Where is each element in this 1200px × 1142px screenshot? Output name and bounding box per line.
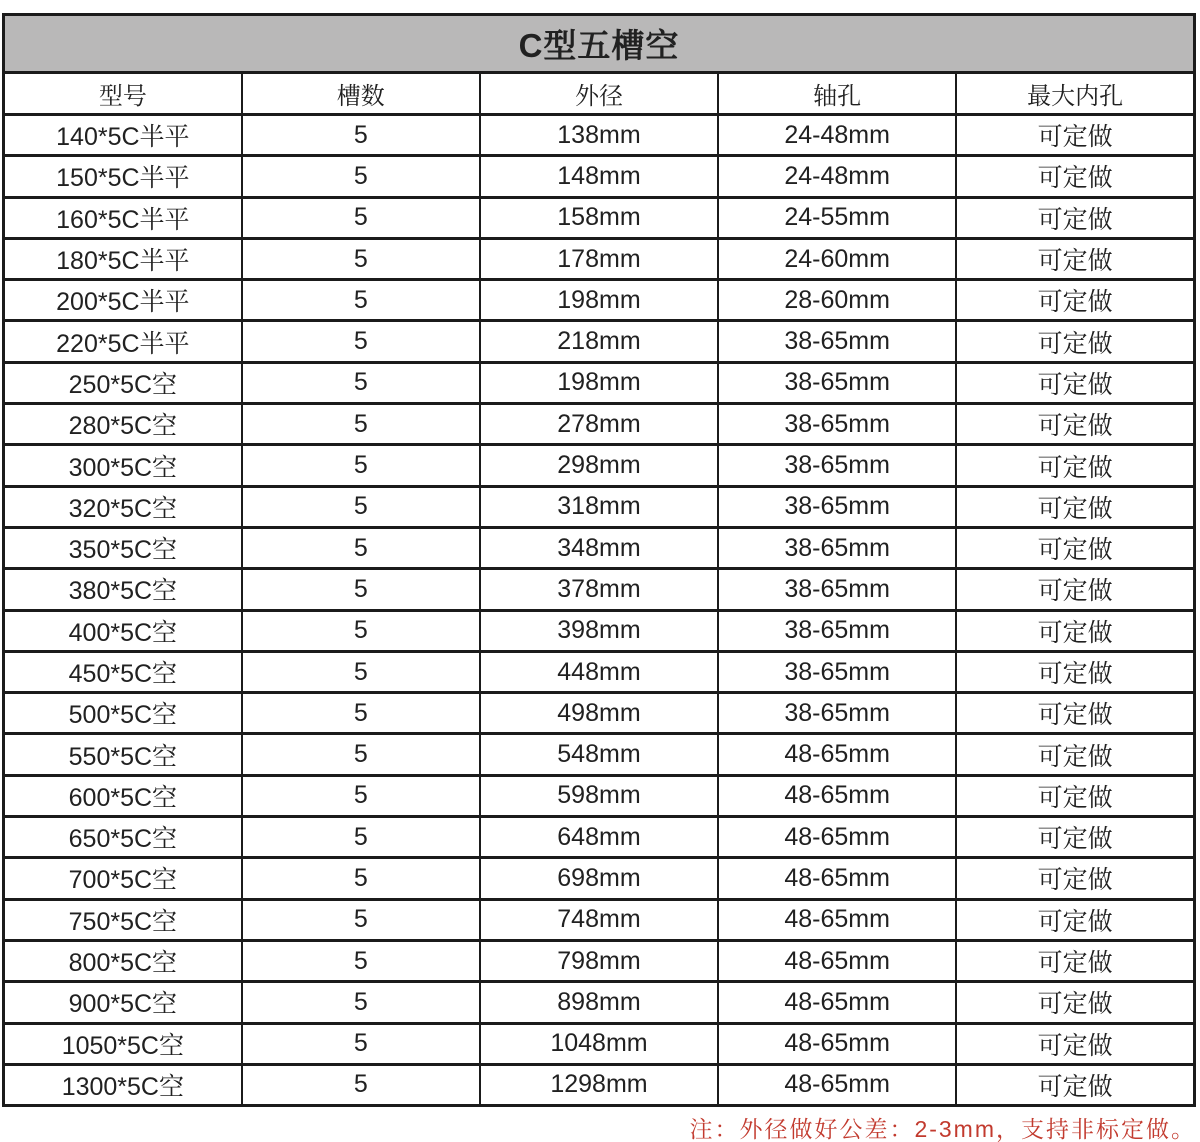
cell-slot-count: 5 <box>242 899 480 940</box>
cell-model: 140*5C半平 <box>4 115 242 156</box>
cell-outer-diameter: 798mm <box>480 940 718 981</box>
table-title: C型五槽空 <box>4 15 1195 73</box>
cell-model: 180*5C半平 <box>4 238 242 279</box>
col-header-shaft-hole: 轴孔 <box>718 73 956 115</box>
table-row <box>4 362 1195 403</box>
cell-max-bore: 可定做 <box>956 1064 1194 1105</box>
cell-shaft-hole: 38-65mm <box>718 693 956 734</box>
cell-model: 800*5C空 <box>4 940 242 981</box>
cell-outer-diameter: 218mm <box>480 321 718 362</box>
table-row <box>4 486 1195 527</box>
table-row <box>4 404 1195 445</box>
table-row <box>4 238 1195 279</box>
cell-shaft-hole: 38-65mm <box>718 445 956 486</box>
table-row <box>4 610 1195 651</box>
cell-outer-diameter: 648mm <box>480 817 718 858</box>
table-row <box>4 693 1195 734</box>
cell-outer-diameter: 138mm <box>480 115 718 156</box>
cell-max-bore: 可定做 <box>956 817 1194 858</box>
cell-max-bore: 可定做 <box>956 610 1194 651</box>
cell-model: 200*5C半平 <box>4 280 242 321</box>
cell-max-bore: 可定做 <box>956 651 1194 692</box>
cell-slot-count: 5 <box>242 817 480 858</box>
table-row <box>4 1064 1195 1105</box>
cell-outer-diameter: 548mm <box>480 734 718 775</box>
cell-slot-count: 5 <box>242 858 480 899</box>
cell-shaft-hole: 48-65mm <box>718 817 956 858</box>
cell-model: 380*5C空 <box>4 569 242 610</box>
cell-outer-diameter: 1298mm <box>480 1064 718 1105</box>
cell-shaft-hole: 38-65mm <box>718 404 956 445</box>
cell-max-bore: 可定做 <box>956 404 1194 445</box>
cell-shaft-hole: 38-65mm <box>718 321 956 362</box>
cell-max-bore: 可定做 <box>956 527 1194 568</box>
cell-outer-diameter: 278mm <box>480 404 718 445</box>
table-body <box>4 115 1195 1106</box>
cell-outer-diameter: 698mm <box>480 858 718 899</box>
header-row <box>4 73 1195 115</box>
cell-model: 280*5C空 <box>4 404 242 445</box>
table-row <box>4 445 1195 486</box>
table-row <box>4 569 1195 610</box>
cell-max-bore: 可定做 <box>956 115 1194 156</box>
table-row <box>4 115 1195 156</box>
cell-slot-count: 5 <box>242 321 480 362</box>
cell-slot-count: 5 <box>242 445 480 486</box>
cell-shaft-hole: 24-60mm <box>718 238 956 279</box>
cell-max-bore: 可定做 <box>956 569 1194 610</box>
cell-shaft-hole: 38-65mm <box>718 527 956 568</box>
cell-shaft-hole: 38-65mm <box>718 651 956 692</box>
cell-model: 700*5C空 <box>4 858 242 899</box>
cell-slot-count: 5 <box>242 527 480 568</box>
cell-max-bore: 可定做 <box>956 1023 1194 1064</box>
cell-max-bore: 可定做 <box>956 321 1194 362</box>
col-header-max-bore: 最大内孔 <box>956 73 1194 115</box>
cell-max-bore: 可定做 <box>956 982 1194 1023</box>
cell-slot-count: 5 <box>242 982 480 1023</box>
cell-max-bore: 可定做 <box>956 858 1194 899</box>
col-header-model: 型号 <box>4 73 242 115</box>
cell-slot-count: 5 <box>242 1064 480 1105</box>
cell-slot-count: 5 <box>242 404 480 445</box>
cell-slot-count: 5 <box>242 693 480 734</box>
cell-outer-diameter: 398mm <box>480 610 718 651</box>
cell-max-bore: 可定做 <box>956 445 1194 486</box>
cell-shaft-hole: 48-65mm <box>718 1064 956 1105</box>
cell-model: 250*5C空 <box>4 362 242 403</box>
table-row <box>4 940 1195 981</box>
cell-slot-count: 5 <box>242 362 480 403</box>
table-row <box>4 817 1195 858</box>
table-row <box>4 775 1195 816</box>
cell-shaft-hole: 48-65mm <box>718 940 956 981</box>
cell-slot-count: 5 <box>242 156 480 197</box>
cell-max-bore: 可定做 <box>956 197 1194 238</box>
cell-model: 600*5C空 <box>4 775 242 816</box>
cell-shaft-hole: 24-48mm <box>718 115 956 156</box>
cell-slot-count: 5 <box>242 610 480 651</box>
cell-max-bore: 可定做 <box>956 734 1194 775</box>
table-row <box>4 734 1195 775</box>
cell-model: 650*5C空 <box>4 817 242 858</box>
cell-max-bore: 可定做 <box>956 693 1194 734</box>
cell-max-bore: 可定做 <box>956 280 1194 321</box>
cell-outer-diameter: 1048mm <box>480 1023 718 1064</box>
table-row <box>4 651 1195 692</box>
cell-slot-count: 5 <box>242 734 480 775</box>
table-row <box>4 527 1195 568</box>
table-row <box>4 858 1195 899</box>
cell-max-bore: 可定做 <box>956 156 1194 197</box>
cell-max-bore: 可定做 <box>956 775 1194 816</box>
table-row <box>4 156 1195 197</box>
cell-model: 160*5C半平 <box>4 197 242 238</box>
cell-model: 550*5C空 <box>4 734 242 775</box>
cell-shaft-hole: 48-65mm <box>718 1023 956 1064</box>
cell-outer-diameter: 378mm <box>480 569 718 610</box>
cell-slot-count: 5 <box>242 238 480 279</box>
cell-model: 150*5C半平 <box>4 156 242 197</box>
cell-outer-diameter: 178mm <box>480 238 718 279</box>
cell-slot-count: 5 <box>242 280 480 321</box>
cell-model: 400*5C空 <box>4 610 242 651</box>
cell-outer-diameter: 598mm <box>480 775 718 816</box>
table-row <box>4 321 1195 362</box>
cell-outer-diameter: 498mm <box>480 693 718 734</box>
cell-model: 320*5C空 <box>4 486 242 527</box>
table-row <box>4 197 1195 238</box>
cell-outer-diameter: 898mm <box>480 982 718 1023</box>
cell-outer-diameter: 158mm <box>480 197 718 238</box>
spec-table <box>2 13 1196 1107</box>
cell-outer-diameter: 348mm <box>480 527 718 568</box>
cell-shaft-hole: 28-60mm <box>718 280 956 321</box>
cell-shaft-hole: 48-65mm <box>718 775 956 816</box>
cell-model: 750*5C空 <box>4 899 242 940</box>
cell-slot-count: 5 <box>242 775 480 816</box>
cell-outer-diameter: 198mm <box>480 362 718 403</box>
cell-model: 500*5C空 <box>4 693 242 734</box>
table-row <box>4 1023 1195 1064</box>
cell-model: 300*5C空 <box>4 445 242 486</box>
title-row <box>4 15 1195 73</box>
cell-max-bore: 可定做 <box>956 486 1194 527</box>
cell-max-bore: 可定做 <box>956 899 1194 940</box>
cell-outer-diameter: 298mm <box>480 445 718 486</box>
cell-outer-diameter: 748mm <box>480 899 718 940</box>
cell-shaft-hole: 48-65mm <box>718 858 956 899</box>
cell-shaft-hole: 24-48mm <box>718 156 956 197</box>
cell-shaft-hole: 38-65mm <box>718 569 956 610</box>
cell-shaft-hole: 38-65mm <box>718 362 956 403</box>
cell-slot-count: 5 <box>242 940 480 981</box>
cell-shaft-hole: 38-65mm <box>718 610 956 651</box>
table-row <box>4 280 1195 321</box>
cell-model: 350*5C空 <box>4 527 242 568</box>
cell-max-bore: 可定做 <box>956 238 1194 279</box>
cell-outer-diameter: 318mm <box>480 486 718 527</box>
col-header-outer-diameter: 外径 <box>480 73 718 115</box>
cell-slot-count: 5 <box>242 1023 480 1064</box>
cell-shaft-hole: 48-65mm <box>718 982 956 1023</box>
table-row <box>4 982 1195 1023</box>
cell-slot-count: 5 <box>242 651 480 692</box>
cell-max-bore: 可定做 <box>956 940 1194 981</box>
cell-max-bore: 可定做 <box>956 362 1194 403</box>
cell-slot-count: 5 <box>242 115 480 156</box>
table-row <box>4 899 1195 940</box>
cell-model: 450*5C空 <box>4 651 242 692</box>
cell-model: 900*5C空 <box>4 982 242 1023</box>
cell-slot-count: 5 <box>242 197 480 238</box>
cell-outer-diameter: 448mm <box>480 651 718 692</box>
cell-model: 220*5C半平 <box>4 321 242 362</box>
cell-slot-count: 5 <box>242 569 480 610</box>
cell-model: 1050*5C空 <box>4 1023 242 1064</box>
cell-model: 1300*5C空 <box>4 1064 242 1105</box>
footnote: 注：外径做好公差：2-3mm，支持非标定做。 <box>689 1116 1196 1142</box>
col-header-slot-count: 槽数 <box>242 73 480 115</box>
cell-slot-count: 5 <box>242 486 480 527</box>
cell-shaft-hole: 48-65mm <box>718 734 956 775</box>
cell-shaft-hole: 24-55mm <box>718 197 956 238</box>
cell-shaft-hole: 48-65mm <box>718 899 956 940</box>
cell-shaft-hole: 38-65mm <box>718 486 956 527</box>
cell-outer-diameter: 148mm <box>480 156 718 197</box>
cell-outer-diameter: 198mm <box>480 280 718 321</box>
